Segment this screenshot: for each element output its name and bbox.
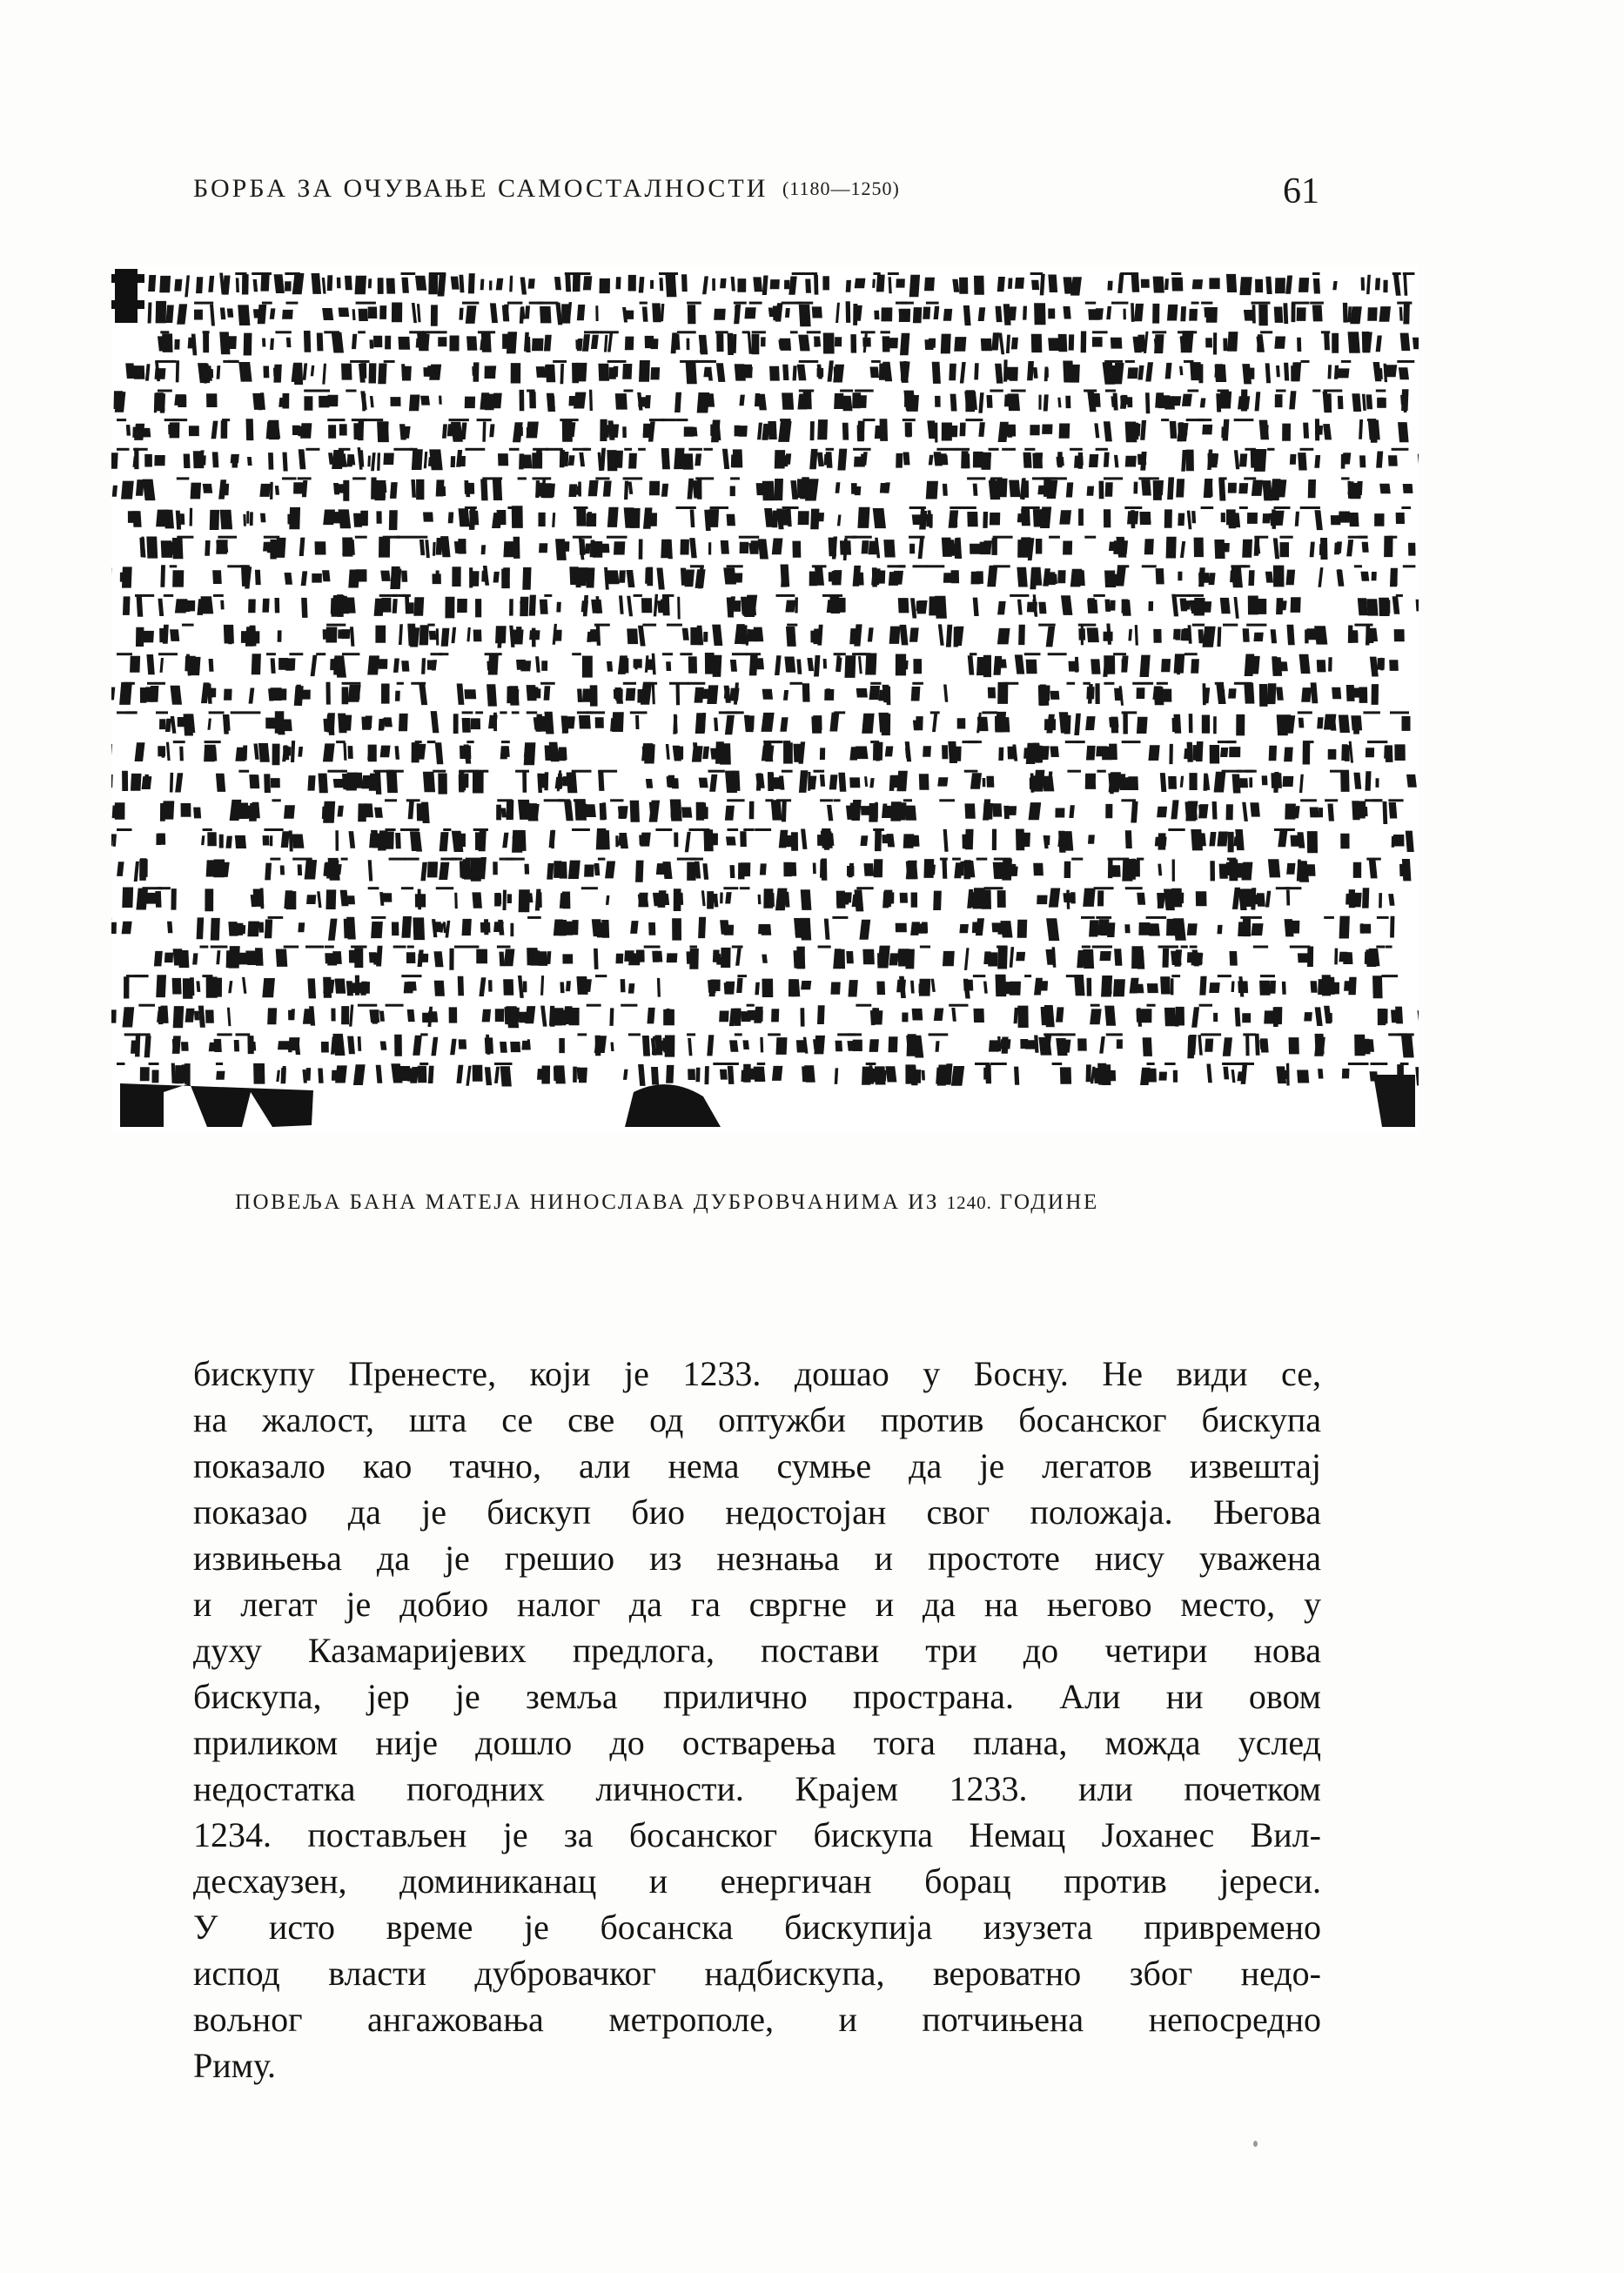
figure-caption (235, 1190, 1099, 1215)
text-line: недостатка погодних личности. Крајем 1233. или почетком (193, 1769, 1321, 1808)
caption-end: ГОДИНЕ (999, 1190, 1099, 1214)
caption-year: 1240. (946, 1192, 992, 1213)
text-line: У исто време је босанска бискупија изузета привремено (193, 1908, 1321, 1947)
paper-speck (1253, 2141, 1258, 2147)
text-line: на жалост, шта се све од оптужби против босанског бискупа (193, 1400, 1321, 1439)
charter-facsimile-image (111, 265, 1419, 1132)
text-line: бискупу Пренесте, који је 1233. дошао у Босну. Не види се, (193, 1354, 1321, 1393)
text-line: Риму. (193, 2046, 276, 2085)
running-head (193, 174, 900, 204)
text-line: десхаузен, доминиканац и енергичан борац против јереси. (193, 1861, 1321, 1901)
caption-text: ПОВЕЉА БАНА МАТЕЈА НИНОСЛАВА ДУБРОВЧАНИМА ИЗ (235, 1190, 939, 1214)
text-line: 1234. постављен је за босанског бискупа Немац Јоханес Вил- (193, 1815, 1321, 1854)
text-line: показало као тачно, али нема сумње да је легатов извештај (193, 1446, 1321, 1485)
text-line: показао да је бискуп био недостојан свог положаја. Његова (193, 1492, 1321, 1532)
body-paragraph (193, 1351, 1321, 2089)
page-number: 61 (1283, 171, 1319, 211)
text-line: духу Казамаријевих предлога, постави три до четири нова (193, 1631, 1321, 1670)
text-line: извињења да је грешио из незнања и простоте нису уважена (193, 1539, 1321, 1578)
text-line: приликом није дошло до остварења тога плана, можда услед (193, 1723, 1321, 1762)
text-line: испод власти дубровачког надбискупа, вероватно због недо- (193, 1954, 1321, 1993)
text-line: бискупа, јер је земља прилично пространа. Али ни овом (193, 1677, 1321, 1716)
manuscript-drawing (111, 265, 1419, 1132)
text-line: вољног ангажовања метрополе, и потчињена непосредно (193, 2000, 1321, 2039)
running-dates: (1180—1250) (782, 178, 900, 199)
running-title: БОРБА ЗА ОЧУВАЊЕ САМОСТАЛНОСТИ (193, 174, 768, 203)
text-line: и легат је добио налог да га свргне и да на његово место, у (193, 1585, 1321, 1624)
